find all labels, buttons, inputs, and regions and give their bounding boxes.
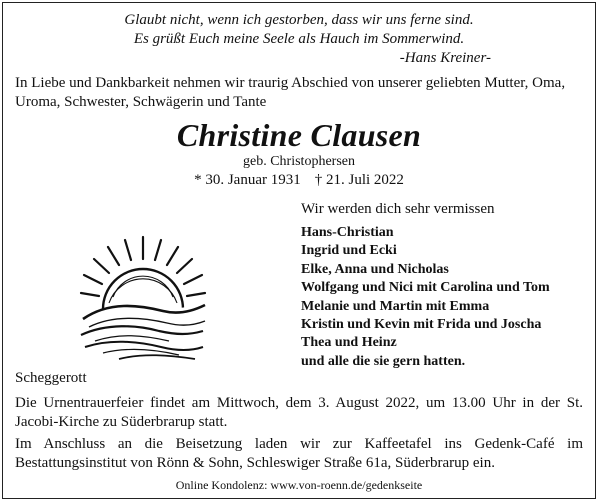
place-name: Scheggerott (15, 370, 87, 386)
mourner-entry: Elke, Anna und Nicholas (301, 261, 449, 277)
birth-name: geb. Christophersen (243, 154, 355, 169)
online-condolence: Online Kondolenz: www.von-roenn.de/gedenkseite (175, 478, 423, 492)
death-date: † 21. Juli 2022 (314, 172, 404, 188)
mourners-list (301, 224, 550, 371)
obituary-notice (2, 2, 596, 499)
verse-line-2: Es grüßt Euch meine Seele als Hauch im Sommerwind. (133, 31, 465, 47)
funeral-notice: Die Urnentrauerfeier findet am Mittwoch, dem 3. August 2022, um 13.00 Uhr in der St. Jacobi-Kirche zu Süderbrarup statt. (15, 395, 583, 430)
memorial-verse (15, 11, 583, 68)
mourners-heading: Wir werden dich sehr vermissen (301, 201, 495, 217)
mourner-entry: Wolfgang und Nici mit Carolina und Tom (301, 280, 550, 296)
sunset-over-hills-icon (79, 231, 207, 361)
verse-line-1: Glaubt nicht, wenn ich gestorben, dass wir uns ferne sind. (124, 12, 474, 28)
mourner-entry: Kristin und Kevin mit Frida und Joscha (301, 317, 542, 333)
mourner-entry: Hans-Christian (301, 225, 394, 240)
intro-text: In Liebe und Dankbarkeit nehmen wir traurig Abschied von unserer geliebten Mutter, Oma, Uroma, Schwester, Schwägerin und Tante (15, 75, 566, 110)
mourner-entry: Thea und Heinz (301, 335, 397, 351)
verse-author: -Hans Kreiner- (399, 50, 491, 66)
reception-notice: Im Anschluss an die Beisetzung laden wir zur Kaffeetafel ins Gedenk-Café im Bestattungsinstitut von Rönn & Sohn, Schleswiger Straße 61a, Süderbrarup ein. (15, 436, 583, 471)
mourner-entry: und alle die sie gern hatten. (301, 353, 466, 369)
deceased-name: Christine Clausen (176, 117, 422, 153)
notice-content (15, 3, 583, 498)
birth-date: * 30. Januar 1931 (194, 172, 301, 188)
mourner-entry: Melanie und Martin mit Emma (301, 298, 490, 314)
life-dates (15, 171, 583, 190)
mourner-entry: Ingrid und Ecki (301, 243, 397, 259)
